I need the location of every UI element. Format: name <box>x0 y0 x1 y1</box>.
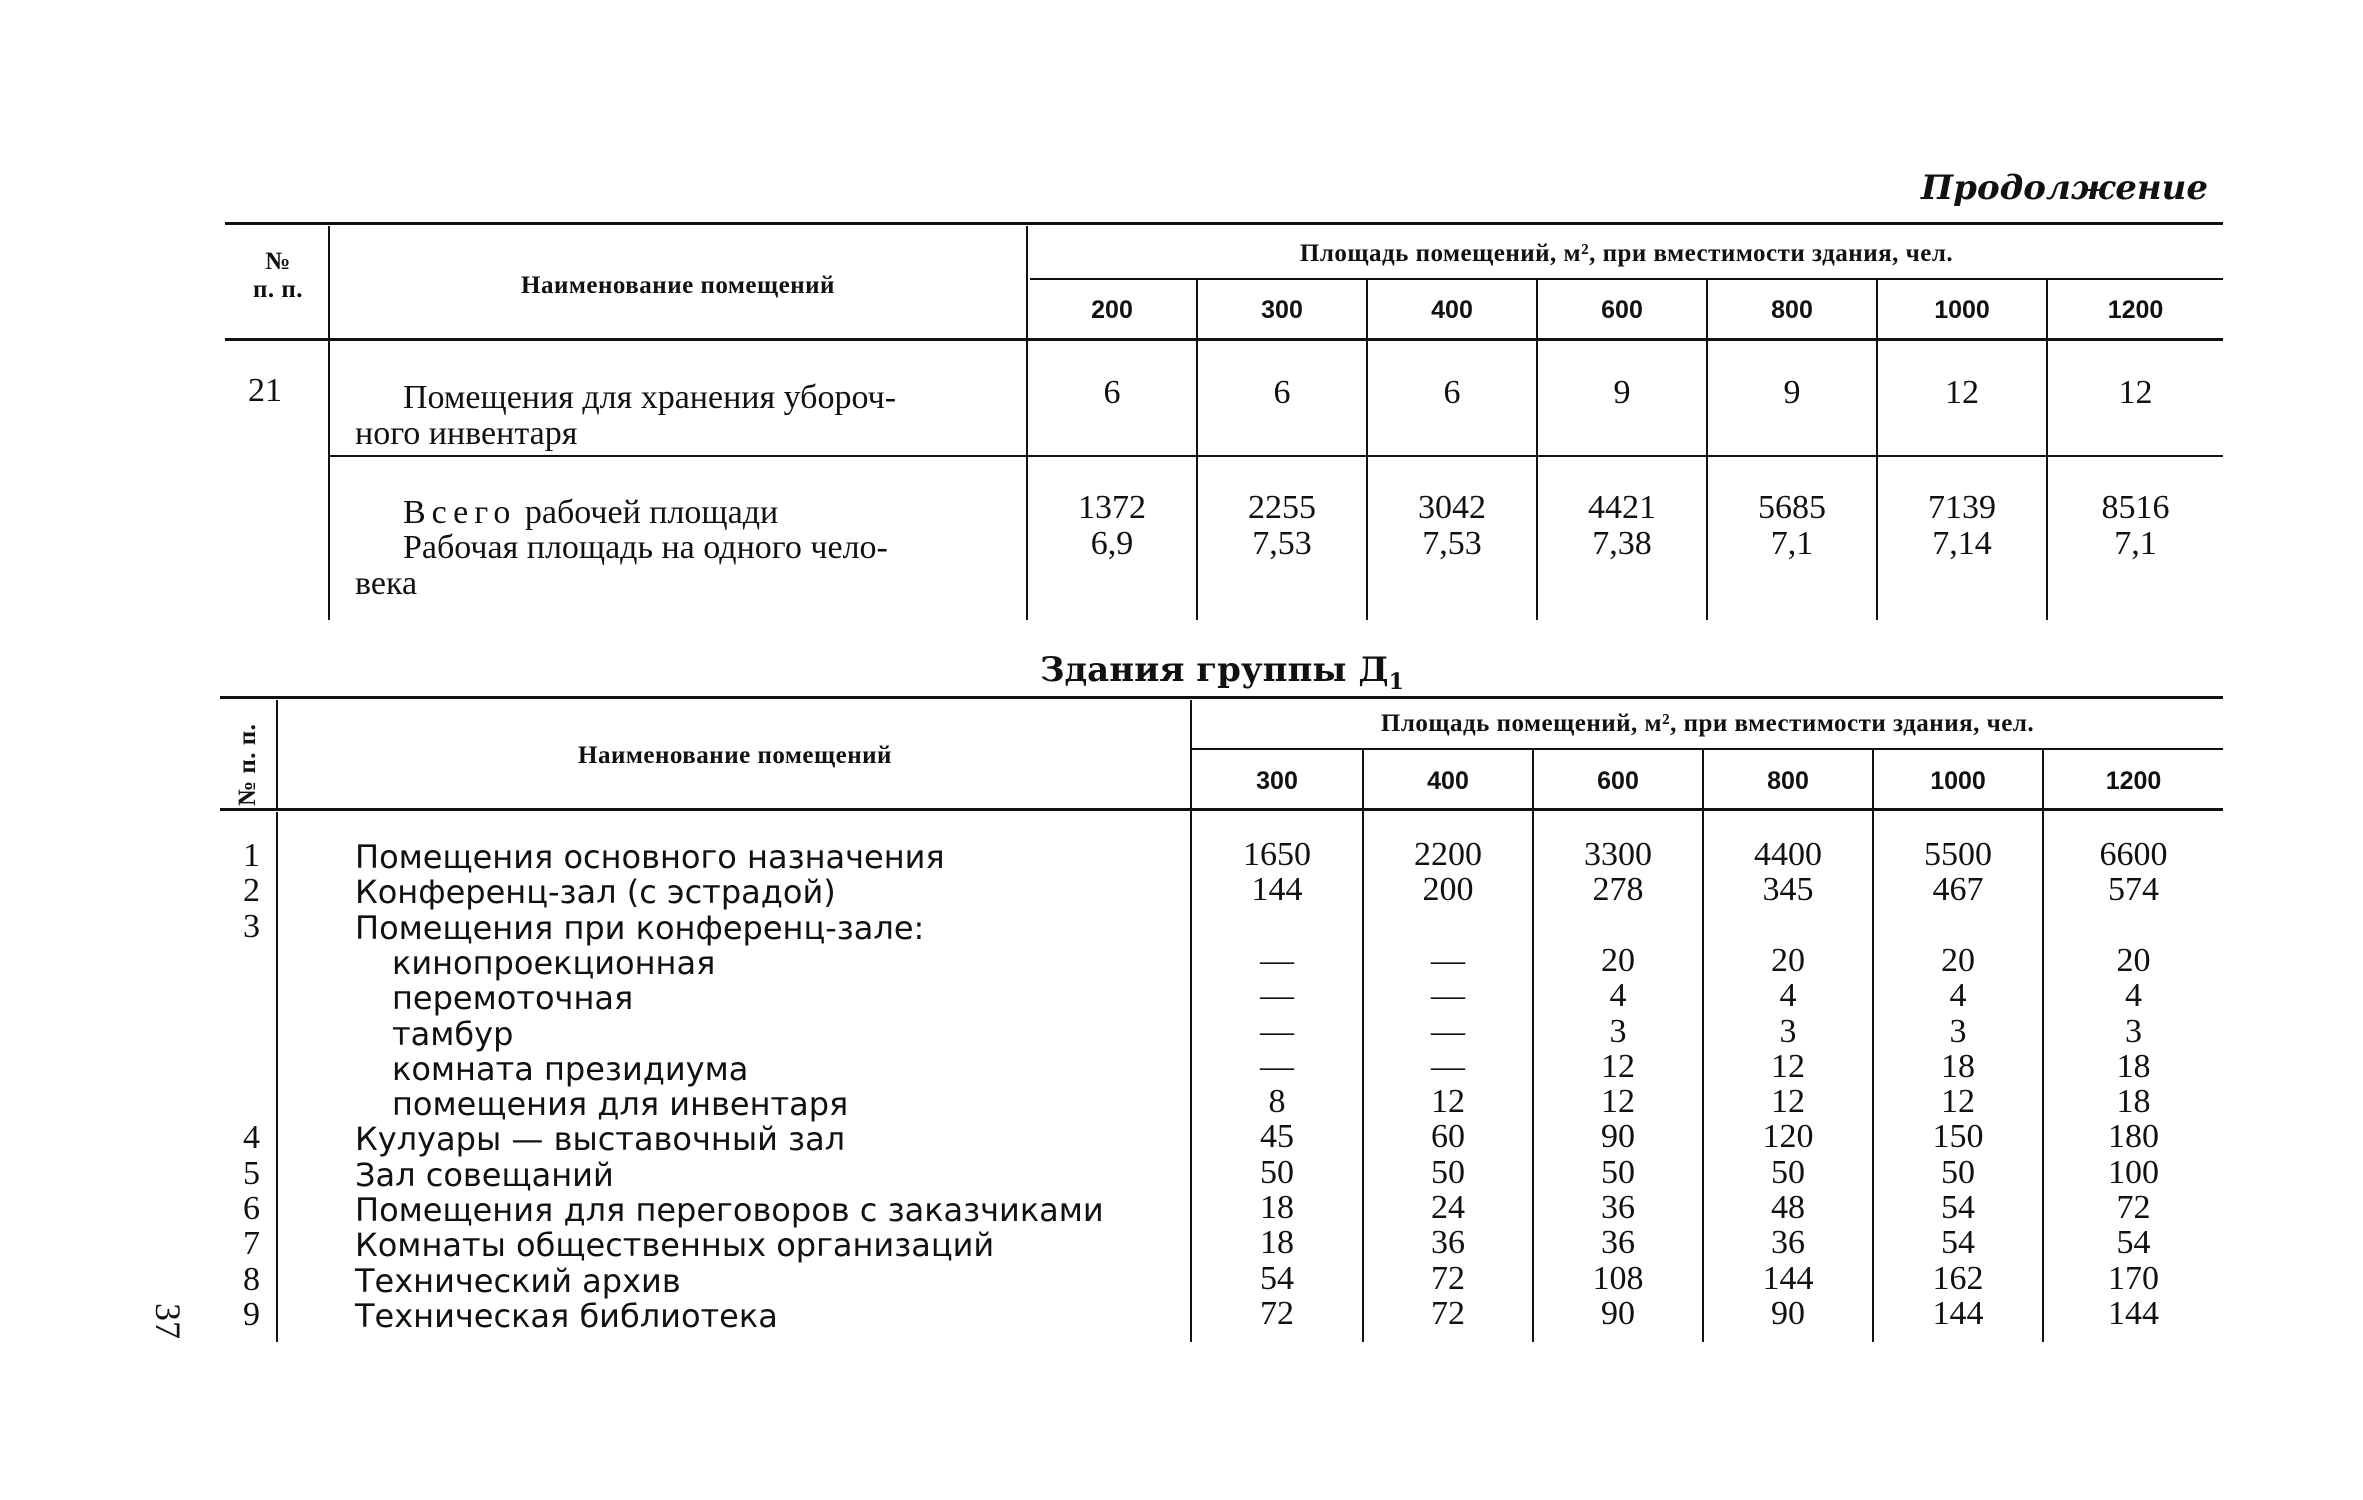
table2-cap-2: 400 <box>1427 767 1469 795</box>
table1-col6-totals <box>1878 490 2046 562</box>
section-title <box>1040 650 1404 695</box>
row-name: перемоточная <box>392 979 634 1017</box>
row-number: 7 <box>243 1225 260 1262</box>
table-cell: 12 <box>1601 1048 1635 1085</box>
table-cell: 180 <box>2108 1118 2159 1155</box>
table-cell: — <box>1260 1048 1294 1085</box>
table1-group-rule <box>1030 278 2223 280</box>
table-cell: 574 <box>2108 871 2159 908</box>
table-cell: 2200 <box>1414 836 1482 873</box>
table1-row21-v1: 6 <box>1103 374 1121 411</box>
row-name: помещения для инвентаря <box>392 1085 849 1123</box>
table-cell: 36 <box>1431 1224 1465 1261</box>
row-number: 2 <box>243 872 260 909</box>
table-cell: 4 <box>1779 977 1797 1014</box>
row-name: Конференц-зал (с эстрадой) <box>355 873 836 911</box>
row-name: Кулуары — выставочный зал <box>355 1120 846 1158</box>
table-cell: 24 <box>1431 1189 1465 1226</box>
table-cell: 18 <box>2116 1083 2151 1120</box>
table-cell: 12 <box>1431 1083 1465 1120</box>
table1-total-v4: 4421 <box>1588 489 1656 526</box>
table1-pp-v5: 7,1 <box>1770 525 1814 562</box>
table-cell: 20 <box>1941 942 1975 979</box>
table-cell: 18 <box>1260 1224 1294 1261</box>
row-name: Помещения при конференц-зале: <box>355 909 925 947</box>
table-cell: 4400 <box>1754 836 1822 873</box>
table-cell: 50 <box>1431 1154 1465 1191</box>
table1-per-person-line1: Рабочая площадь на одного чело- <box>403 529 888 566</box>
table-cell: 45 <box>1260 1118 1294 1155</box>
section-title-sub: 1 <box>1388 668 1404 695</box>
row-number: 9 <box>243 1296 260 1333</box>
table1-col4-totals <box>1538 490 1706 562</box>
table1-col-no-line2: п. п. <box>252 276 304 303</box>
table-cell: 18 <box>1941 1048 1975 1085</box>
table-cell: 150 <box>1932 1118 1984 1155</box>
table1-cap-3: 400 <box>1431 296 1473 324</box>
table-cell: 144 <box>1932 1295 1984 1332</box>
table-cell: 20 <box>1601 942 1635 979</box>
table-cell: 170 <box>2108 1260 2159 1297</box>
table-cell: 100 <box>2108 1154 2159 1191</box>
table1-row21-v4: 9 <box>1613 374 1631 411</box>
table1-row21-name <box>355 380 1015 452</box>
table-cell: — <box>1260 942 1294 979</box>
table-cell: 3 <box>1949 1013 1967 1050</box>
table-cell: 54 <box>1941 1189 1975 1226</box>
table1-col3-totals <box>1368 490 1536 562</box>
table-cell: 20 <box>2116 942 2151 979</box>
table-cell: 200 <box>1422 871 1474 908</box>
table-cell: 50 <box>1601 1154 1635 1191</box>
table1-col-no <box>228 248 328 304</box>
table-cell: 72 <box>1431 1260 1465 1297</box>
table1-cap-1: 200 <box>1091 296 1133 324</box>
table2-col-name: Наименование помещений <box>578 742 892 769</box>
table1-total-v3: 3042 <box>1418 489 1486 526</box>
table1-pp-v7: 7,1 <box>2114 525 2157 562</box>
table-cell: 467 <box>1932 871 1984 908</box>
table1-col-name: Наименование помещений <box>521 272 835 299</box>
table1-vline-5 <box>1876 280 1878 620</box>
table1-total-v6: 7139 <box>1928 489 1996 526</box>
table2-cap-5: 1000 <box>1930 767 1986 795</box>
table-cell: 12 <box>1941 1083 1975 1120</box>
table2-col-no <box>222 723 276 806</box>
row-number: 5 <box>243 1155 260 1192</box>
table-cell: 54 <box>2116 1224 2151 1261</box>
table-cell: 18 <box>2116 1048 2151 1085</box>
row-name: Техническая библиотека <box>355 1297 778 1335</box>
table-cell: 72 <box>1431 1295 1465 1332</box>
section-title-text: Здания группы Д <box>1040 650 1389 690</box>
table2-col-group: Площадь помещений, м², при вместимости здания, чел. <box>1380 710 2035 737</box>
table-cell: 12 <box>1771 1048 1805 1085</box>
table2-vline-no <box>276 700 278 808</box>
table1-col-no-line1: № <box>265 248 291 275</box>
table-cell: 12 <box>1601 1083 1635 1120</box>
table-cell: 108 <box>1592 1260 1644 1297</box>
table-cell: 20 <box>1771 942 1805 979</box>
row-number: 8 <box>243 1261 260 1298</box>
row-name: кинопроекционная <box>392 944 716 982</box>
table-cell: — <box>1260 977 1294 1014</box>
table1-top-rule <box>225 222 2223 225</box>
table2-cap-3: 600 <box>1597 767 1639 795</box>
table-cell: — <box>1431 942 1465 979</box>
table-cell: 90 <box>1771 1295 1805 1332</box>
table-cell: 72 <box>1260 1295 1294 1332</box>
page-number: 37 <box>148 1303 188 1339</box>
table1-row21-v2: 6 <box>1273 374 1291 411</box>
table-cell: 90 <box>1601 1118 1635 1155</box>
table-cell: 12 <box>1771 1083 1805 1120</box>
table1-pp-v3: 7,53 <box>1422 525 1482 562</box>
table1-vline-no-body <box>328 340 330 620</box>
table-cell: — <box>1431 1013 1465 1050</box>
table-cell: 3300 <box>1584 836 1652 873</box>
row-name: Помещения для переговоров с заказчиками <box>355 1191 1104 1229</box>
table2-cap-1: 300 <box>1256 767 1298 795</box>
row-name: Технический архив <box>355 1262 681 1300</box>
table1-total-v2: 2255 <box>1248 489 1316 526</box>
table-cell: 144 <box>1762 1260 1814 1297</box>
table2-vline-no-body <box>276 812 278 1342</box>
table1-col5-totals <box>1708 490 1876 562</box>
table-cell: 278 <box>1592 871 1644 908</box>
table2-group-rule <box>1192 748 2223 750</box>
table2-top-rule <box>220 696 2223 699</box>
table1-total-v5: 5685 <box>1758 489 1826 526</box>
row-name: Комнаты общественных организаций <box>355 1226 995 1264</box>
table1-row21-no: 21 <box>248 372 282 409</box>
table1-cap-7: 1200 <box>2107 296 2164 324</box>
table-cell: — <box>1431 977 1465 1014</box>
table1-row21-v5: 9 <box>1783 374 1801 411</box>
table1-cap-6: 1000 <box>1934 296 1990 324</box>
table1-per-person-label <box>355 530 1015 602</box>
table-cell: 36 <box>1601 1189 1635 1226</box>
table-cell: 6600 <box>2099 836 2168 873</box>
table1-col1-totals <box>1028 490 1196 562</box>
table-cell: 8 <box>1268 1083 1286 1120</box>
table1-row-rule <box>330 455 2223 457</box>
table-cell: 90 <box>1601 1295 1635 1332</box>
table1-cap-2: 300 <box>1261 296 1303 324</box>
table2-header-rule <box>220 808 2223 811</box>
table-cell: 72 <box>2116 1189 2151 1226</box>
table-cell: 54 <box>1941 1224 1975 1261</box>
row-number: 6 <box>243 1190 260 1227</box>
table1-vline-2 <box>1366 280 1368 620</box>
table1-pp-v2: 7,53 <box>1252 525 1312 562</box>
table1-vline-1 <box>1196 280 1198 620</box>
table-cell: 120 <box>1762 1118 1814 1155</box>
table2-cap-4: 800 <box>1767 767 1809 795</box>
table-cell: 4 <box>2125 977 2142 1014</box>
row-number: 4 <box>243 1119 260 1156</box>
continuation-label: Продолжение <box>1921 168 2208 208</box>
table1-cap-4: 600 <box>1601 296 1643 324</box>
table-cell: 144 <box>1251 871 1303 908</box>
table1-vline-3 <box>1536 280 1538 620</box>
row-number: 1 <box>243 837 260 874</box>
table1-row21-name-line1: Помещения для хранения убороч- <box>403 379 897 416</box>
row-name: Зал совещаний <box>355 1156 614 1194</box>
row-name: Помещения основного назначения <box>355 838 945 876</box>
table2-col-no-text: № п. п. <box>234 723 261 806</box>
table-cell: 50 <box>1260 1154 1294 1191</box>
table-cell: 5500 <box>1924 836 1992 873</box>
table-cell: 345 <box>1762 871 1814 908</box>
table-cell: 50 <box>1771 1154 1805 1191</box>
table-cell: 3 <box>1779 1013 1797 1050</box>
table1-pp-v1: 6,9 <box>1090 525 1134 562</box>
table1-header-rule <box>225 338 2223 341</box>
table-cell: 36 <box>1771 1224 1805 1261</box>
table-cell: — <box>1260 1013 1294 1050</box>
table-cell: — <box>1431 1048 1465 1085</box>
row-name: комната президиума <box>392 1050 749 1088</box>
table1-col2-totals <box>1198 490 1366 562</box>
table1-row21-v3: 6 <box>1443 374 1461 411</box>
table1-pp-v6: 7,14 <box>1932 525 1992 562</box>
table1-per-person-line2: века <box>355 565 418 602</box>
table-cell: 18 <box>1260 1189 1294 1226</box>
table-cell: 4 <box>1609 977 1627 1014</box>
table-cell: 50 <box>1941 1154 1975 1191</box>
table-cell: 3 <box>2125 1013 2142 1050</box>
table1-row21-name-line2: ного инвентаря <box>355 415 578 452</box>
table1-row21-v6: 12 <box>1945 374 1979 411</box>
table1-row21-v7: 12 <box>2118 374 2153 411</box>
table1-col-group: Площадь помещений, м², при вместимости здания, чел. <box>1299 240 1954 267</box>
table2-cap-6: 1200 <box>2105 767 2162 795</box>
table-cell: 4 <box>1949 977 1967 1014</box>
table-cell: 144 <box>2108 1295 2159 1332</box>
table1-total-v1: 1372 <box>1078 489 1146 526</box>
row-name: тамбур <box>392 1015 514 1053</box>
table-cell: 36 <box>1601 1224 1635 1261</box>
table1-vline-4 <box>1706 280 1708 620</box>
table1-total-label: Всего рабочей площади <box>403 494 779 531</box>
table1-pp-v4: 7,38 <box>1592 525 1652 562</box>
table-cell: 1650 <box>1243 836 1311 873</box>
table-cell: 162 <box>1932 1260 1984 1297</box>
table1-total-v7: 8516 <box>2101 489 2170 526</box>
table-cell: 54 <box>1260 1260 1294 1297</box>
table1-vline-6 <box>2046 280 2048 620</box>
row-number: 3 <box>243 908 260 945</box>
table-cell: 60 <box>1431 1118 1465 1155</box>
table1-col7-totals <box>2048 490 2223 562</box>
table1-cap-5: 800 <box>1771 296 1813 324</box>
table-cell: 48 <box>1771 1189 1805 1226</box>
table-cell: 3 <box>1609 1013 1627 1050</box>
